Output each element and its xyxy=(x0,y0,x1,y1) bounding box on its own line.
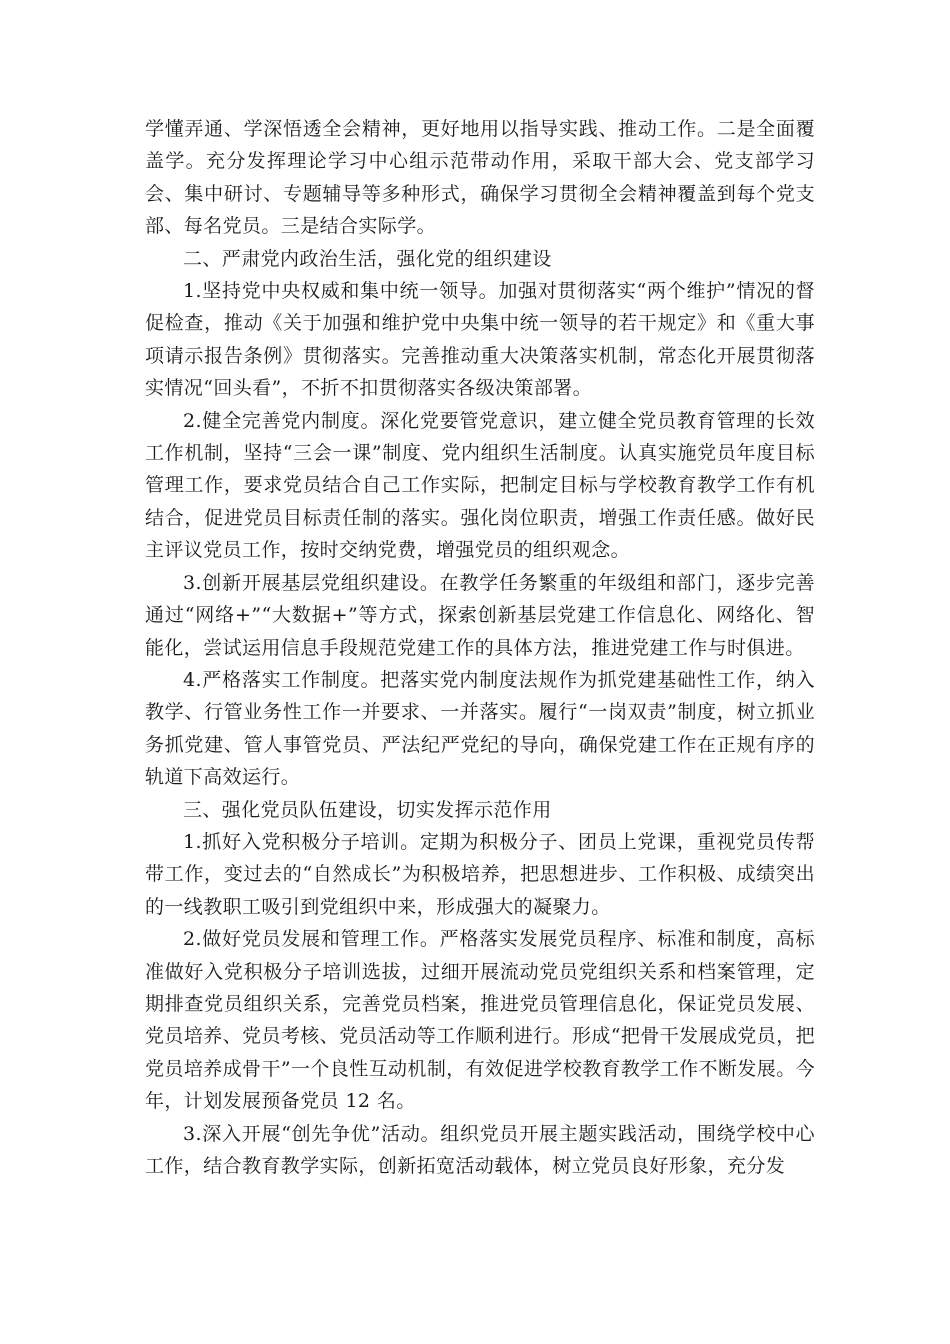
paragraph-continued-study: 学懂弄通、学深悟透全会精神，更好地用以指导实践、推动工作。二是全面覆盖学。充分发挥理论学习中心组示范带动作用，采取干部大会、党支部学习会、集中研讨、专题辅导等多种形式，确保学习贯彻全会精神覆盖到每个党支部、每名党员。三是结合实际学。 xyxy=(145,118,815,238)
document-body xyxy=(145,113,815,1182)
section-heading-two: 二、严肃党内政治生活，强化党的组织建设 xyxy=(183,247,552,270)
paragraph-item-3-1: 1.抓好入党积极分子培训。定期为积极分子、团员上党课，重视党员传帮带工作，变过去的“自然成长”为积极培养，把思想进步、工作积极、成绩突出的一线教职工吸引到党组织中来，形成强大的凝聚力。 xyxy=(145,830,815,918)
section-heading-three: 三、强化党员队伍建设，切实发挥示范作用 xyxy=(183,798,552,821)
paragraph-item-3-2: 2.做好党员发展和管理工作。严格落实发展党员程序、标准和制度，高标准做好入党积极分子培训选拔，过细开展流动党员党组织关系和档案管理，定期排查党员组织关系，完善党员档案，推进党员管理信息化，保证党员发展、党员培养、党员考核、党员活动等工作顺利进行。形成“把骨干发展成党员，把党员培养成骨干”一个良性互动机制，有效促进学校教育教学工作不断发展。今年，计划发展预备党员 12 名。 xyxy=(145,928,815,1113)
paragraph-item-2-3: 3.创新开展基层党组织建设。在教学任务繁重的年级组和部门，逐步完善通过“网络+”“大数据+”等方式，探索创新基层党建工作信息化、网络化、智能化，尝试运用信息手段规范党建工作的具体方法，推进党建工作与时俱进。 xyxy=(145,571,815,659)
paragraph-item-3-3: 3.深入开展“创先争优”活动。组织党员开展主题实践活动，围绕学校中心工作，结合教育教学实际，创新拓宽活动载体，树立党员良好形象，充分发 xyxy=(145,1122,815,1177)
paragraph-item-2-2: 2.健全完善党内制度。深化党要管党意识，建立健全党员教育管理的长效工作机制，坚持“三会一课”制度、党内组织生活制度。认真实施党员年度目标管理工作，要求党员结合自己工作实际，把制定目标与学校教育教学工作有机结合，促进党员目标责任制的落实。强化岗位职责，增强工作责任感。做好民主评议党员工作，按时交纳党费，增强党员的组织观念。 xyxy=(145,409,815,562)
paragraph-item-2-1: 1.坚持党中央权威和集中统一领导。加强对贯彻落实“两个维护”情况的督促检查，推动《关于加强和维护党中央集中统一领导的若干规定》和《重大事项请示报告条例》贯彻落实。完善推动重大决策落实机制，常态化开展贯彻落实情况“回头看”，不折不扣贯彻落实各级决策部署。 xyxy=(145,280,815,400)
paragraph-item-2-4: 4.严格落实工作制度。把落实党内制度法规作为抓党建基础性工作，纳入教学、行管业务性工作一并要求、一并落实。履行“一岗双责”制度，树立抓业务抓党建、管人事管党员、严法纪严党纪的导向，确保党建工作在正规有序的轨道下高效运行。 xyxy=(145,668,815,789)
